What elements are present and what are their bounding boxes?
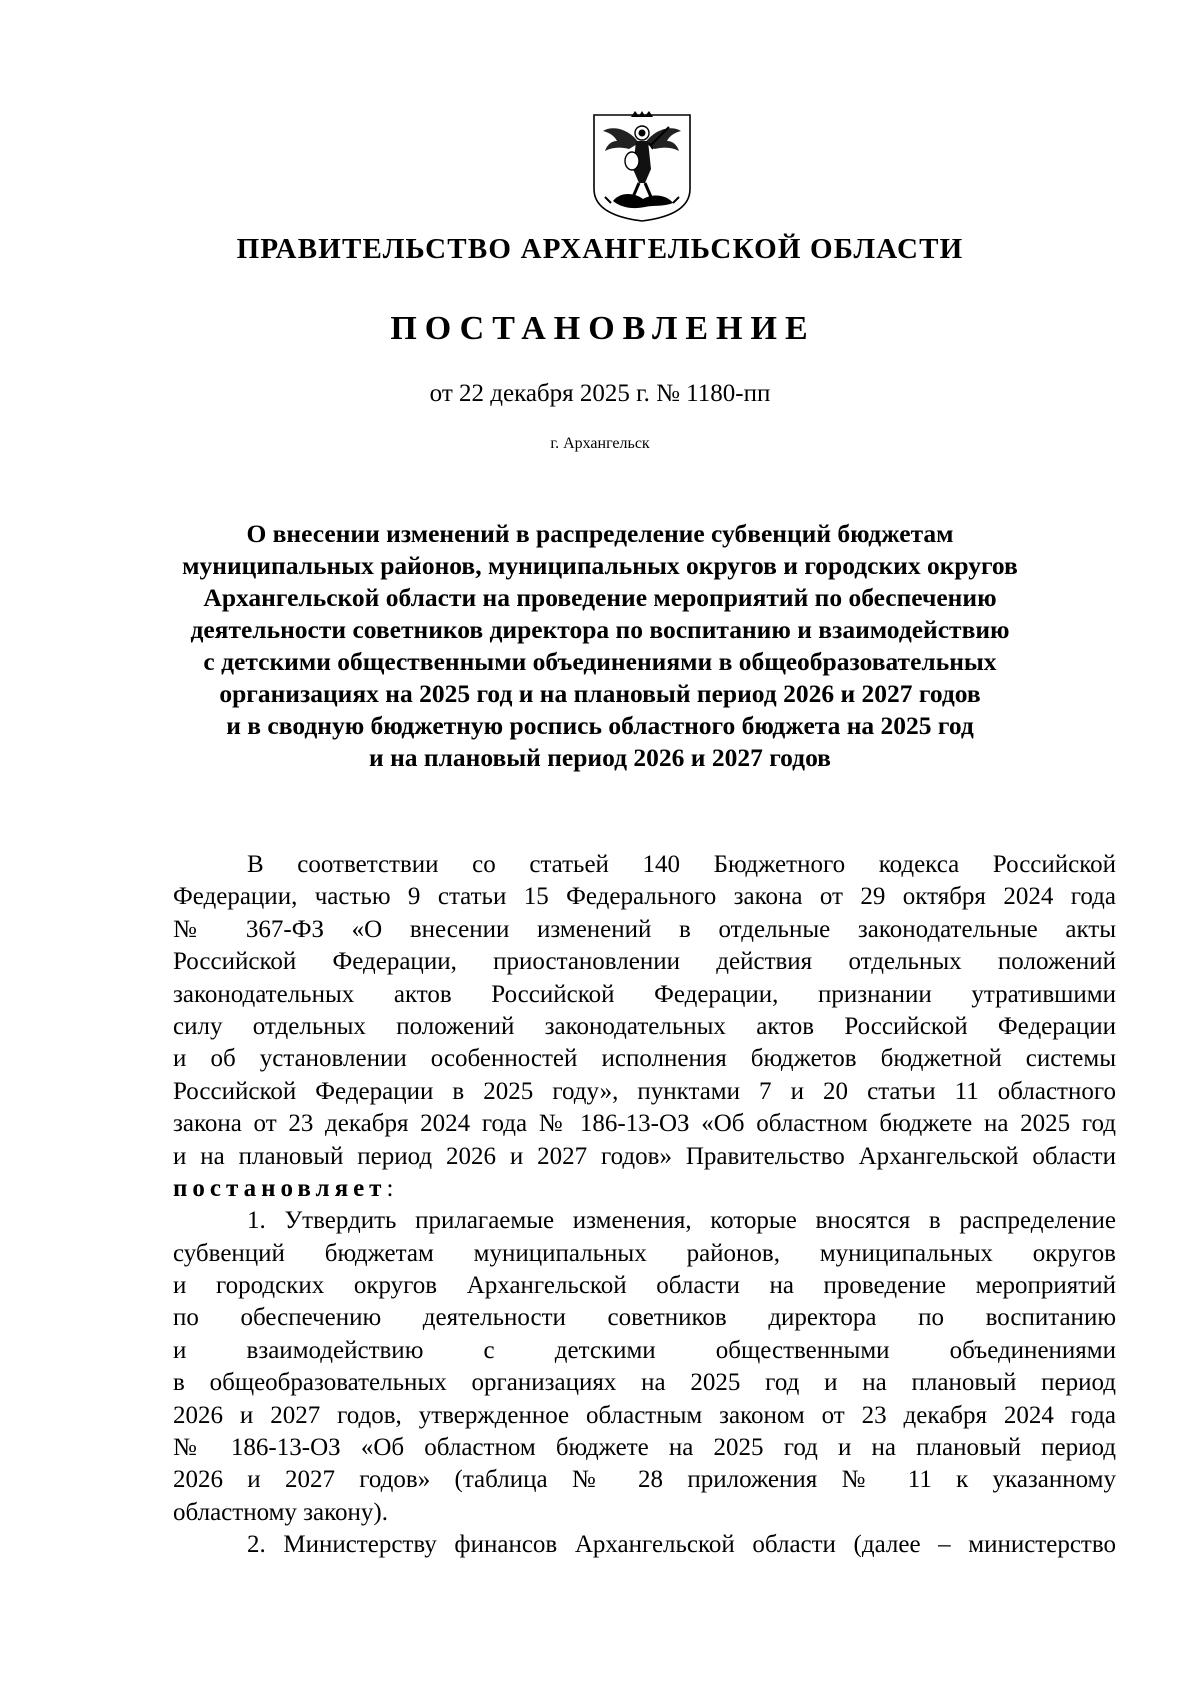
body-line: Федерации, частью 9 статьи 15 Федерального закона от 29 октября 2024 года xyxy=(173,883,1116,911)
body-line: Российской Федерации, приостановлении действия отдельных положений xyxy=(173,948,1116,976)
body-line: и об установлении особенностей исполнения бюджетов бюджетной системы xyxy=(173,1045,1116,1073)
title-line: Архангельской области на проведение мероприятий по обеспечению xyxy=(203,583,997,612)
body-line: в общеобразовательных организациях на 2025 год и на плановый период xyxy=(173,1369,1116,1397)
body-line: № 186-13-ОЗ «Об областном бюджете на 2025 год и на плановый период xyxy=(173,1434,1116,1462)
body-line: силу отдельных положений законодательных актов Российской Федерации xyxy=(173,1012,1116,1040)
body-line: областному закону). xyxy=(173,1498,388,1526)
title-line: О внесении изменений в распределение субвенций бюджетам xyxy=(246,519,954,548)
title-line: муниципальных районов, муниципальных округов и городских округов xyxy=(182,551,1018,580)
title-line: с детскими общественными объединениями в общеобразовательных xyxy=(203,647,997,676)
coat-of-arms-emblem xyxy=(591,111,693,224)
body-line: по обеспечению деятельности советников директора по воспитанию xyxy=(173,1304,1116,1332)
body-line: В соответствии со статьей 140 Бюджетного кодекса Российской xyxy=(247,851,1116,878)
resolves-word: постановляет xyxy=(173,1174,387,1202)
government-name: ПРАВИТЕЛЬСТВО АРХАНГЕЛЬСКОЙ ОБЛАСТИ xyxy=(236,233,964,265)
document-title xyxy=(120,518,1080,774)
body-line: и городских округов Архангельской области на проведение мероприятий xyxy=(173,1272,1116,1300)
body-line: 1. Утвердить прилагаемые изменения, которые вносятся в распределение xyxy=(247,1207,1116,1235)
body-line: и взаимодействию с детскими общественными объединениями xyxy=(173,1336,1116,1364)
document-date-number: от 22 декабря 2025 г. № 1180-пп xyxy=(429,380,771,407)
title-line: деятельности советников директора по воспитанию и взаимодействию xyxy=(190,615,1010,644)
body-line: законодательных актов Российской Федерации, признании утратившими xyxy=(173,980,1116,1008)
title-line: организациях на 2025 год и на плановый период 2026 и 2027 годов xyxy=(219,679,981,708)
body-line: и на плановый период 2026 и 2027 годов» Правительство Архангельской области xyxy=(173,1142,1116,1170)
title-line: и в сводную бюджетную роспись областного бюджета на 2025 год xyxy=(226,711,974,740)
resolves-line xyxy=(173,1173,1116,1205)
document-type-text: ПОСТАНОВЛЕНИЕ xyxy=(390,310,816,347)
body-line: 2026 и 2027 годов» (таблица № 28 приложения № 11 к указанному xyxy=(173,1466,1116,1494)
body-line: субвенций бюджетам муниципальных районов, муниципальных округов xyxy=(173,1239,1116,1267)
body-line: закона от 23 декабря 2024 года № 186-13-ОЗ «Об областном бюджете на 2025 год xyxy=(173,1110,1116,1138)
resolves-colon: : xyxy=(386,1174,394,1202)
document-city: г. Архангельск xyxy=(550,435,650,452)
document-body xyxy=(173,849,1116,1562)
document-type-heading xyxy=(0,310,1200,348)
body-line: № 367-ФЗ «О внесении изменений в отдельные законодательные акты xyxy=(173,915,1116,943)
body-line: 2026 и 2027 годов, утвержденное областным законом от 23 декабря 2024 года xyxy=(173,1401,1116,1429)
body-line: Российской Федерации в 2025 году», пунктами 7 и 20 статьи 11 областного xyxy=(173,1077,1116,1105)
body-line: 2. Министерству финансов Архангельской области (далее – министерство xyxy=(247,1531,1116,1559)
title-line: и на плановый период 2026 и 2027 годов xyxy=(369,743,831,772)
